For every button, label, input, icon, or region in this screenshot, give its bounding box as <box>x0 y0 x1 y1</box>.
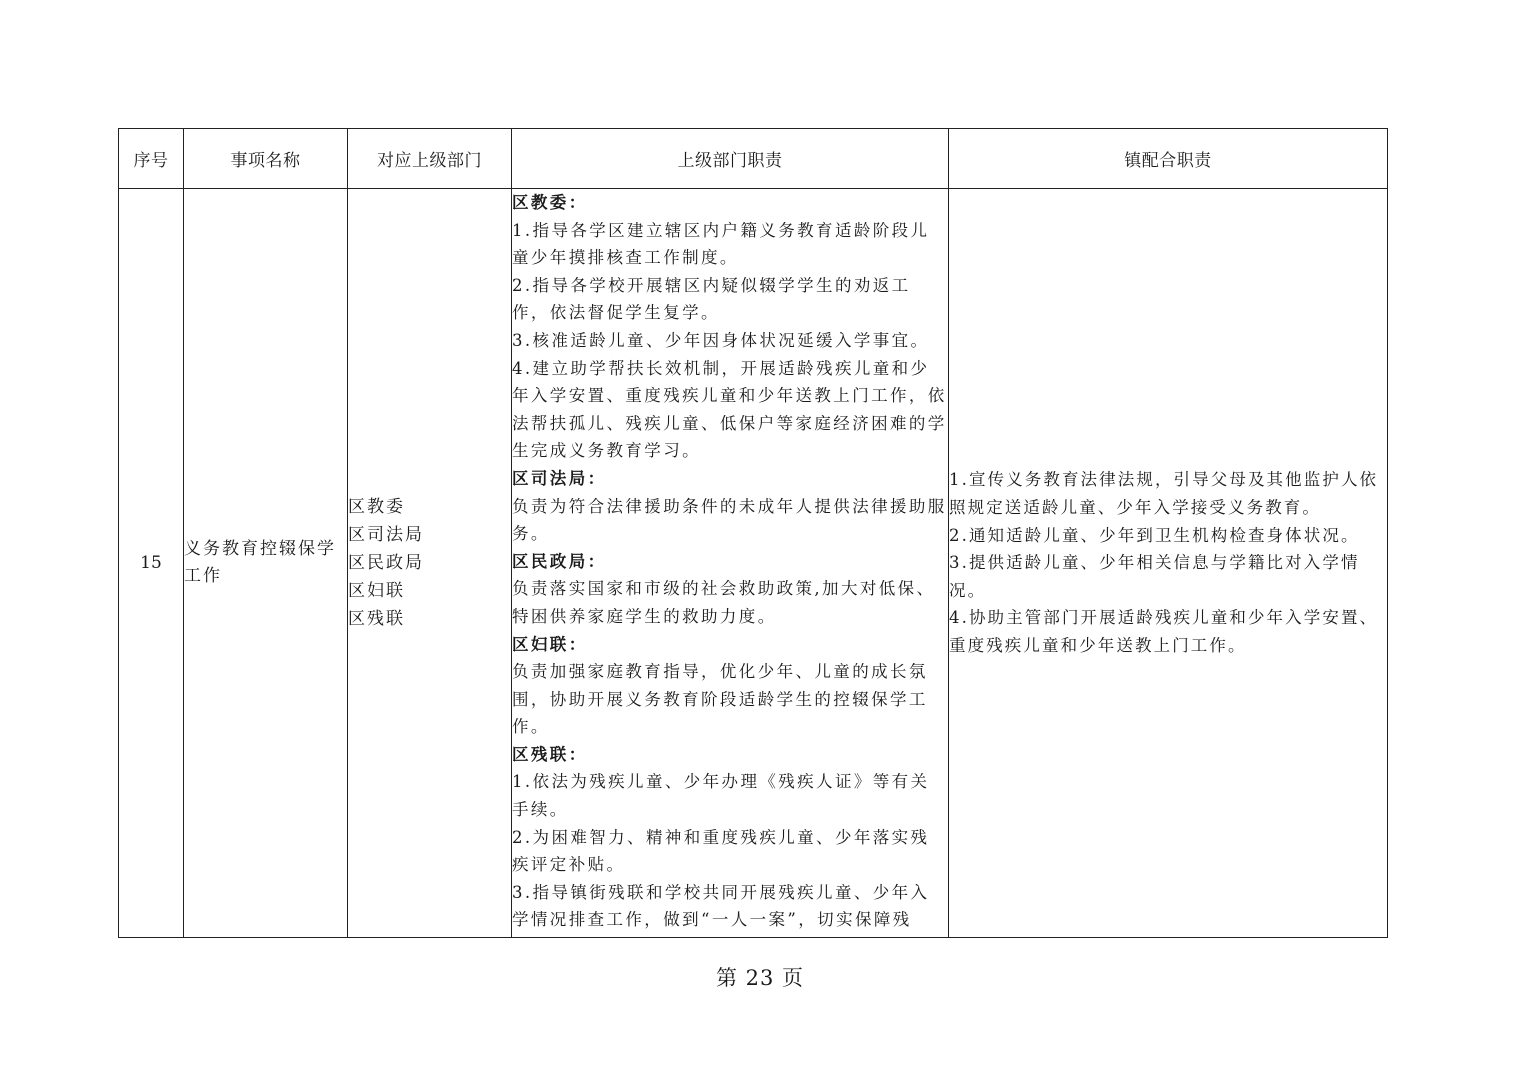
dept-womens-federation: 区妇联 <box>348 581 405 601</box>
duty-item: 4.建立助学帮扶长效机制，开展适龄残疾儿童和少年入学安置、重度残疾儿童和少年送教上门工作，依法帮扶孤儿、残疾儿童、低保户等家庭经济困难的学生完成义务教育学习。 <box>512 358 947 461</box>
duty-section-head: 区妇联： <box>512 634 588 654</box>
duty-section-head: 区教委： <box>512 193 588 212</box>
dept-disabled-federation: 区残联 <box>348 609 405 629</box>
duty-item: 3.核准适龄儿童、少年因身体状况延缓入学事宜。 <box>512 330 930 350</box>
header-item-name: 事项名称 <box>184 129 348 189</box>
dept-civil-affairs: 区民政局 <box>348 553 424 573</box>
row-town-duties <box>949 189 1388 938</box>
row-seq: 15 <box>119 189 184 938</box>
header-superior-duties: 上级部门职责 <box>512 129 949 189</box>
header-town-duties: 镇配合职责 <box>949 129 1388 189</box>
duty-item: 1.指导各学区建立辖区内户籍义务教育适龄阶段儿童少年摸排核查工作制度。 <box>512 220 930 268</box>
header-superior-dept: 对应上级部门 <box>348 129 512 189</box>
town-duty-item: 2.通知适龄儿童、少年到卫生机构检查身体状况。 <box>949 525 1360 545</box>
dept-justice: 区司法局 <box>348 525 424 545</box>
row-item-name: 义务教育控辍保学工作 <box>184 189 348 938</box>
town-duty-item: 4.协助主管部门开展适龄残疾儿童和少年入学安置、重度残疾儿童和少年送教上门工作。 <box>949 608 1379 655</box>
duty-section-head: 区残联： <box>512 744 588 764</box>
duty-item: 负责为符合法律援助条件的未成年人提供法律援助服务。 <box>512 496 947 544</box>
duty-item: 负责落实国家和市级的社会救助政策,加大对低保、特困供养家庭学生的救助力度。 <box>512 579 936 626</box>
table-row <box>119 189 1388 938</box>
duty-item: 负责加强家庭教育指导，优化少年、儿童的成长氛围，协助开展义务教育阶段适龄学生的控辍保学工作。 <box>512 662 928 737</box>
header-seq: 序号 <box>119 129 184 189</box>
duty-section-head: 区司法局： <box>512 468 607 488</box>
duty-table <box>118 128 1388 938</box>
superior-duties-content <box>512 189 948 934</box>
row-superior-duties <box>512 189 949 938</box>
town-duty-item: 3.提供适龄儿童、少年相关信息与学籍比对入学情况。 <box>949 553 1360 600</box>
duty-item: 1.依法为残疾儿童、少年办理《残疾人证》等有关手续。 <box>512 772 930 820</box>
duty-item: 2.为困难智力、精神和重度残疾儿童、少年落实残疾评定补贴。 <box>512 827 930 875</box>
table-header-row <box>119 129 1388 189</box>
page-number: 第 23 页 <box>715 966 805 990</box>
dept-education: 区教委 <box>348 497 405 517</box>
duty-item: 2.指导各学校开展辖区内疑似辍学学生的劝返工作，依法督促学生复学。 <box>512 275 911 323</box>
duty-section-head: 区民政局： <box>512 551 607 571</box>
row-departments <box>348 189 512 938</box>
town-duty-item: 1.宣传义务教育法律法规，引导父母及其他监护人依照规定送适龄儿童、少年入学接受义务教育。 <box>949 470 1379 518</box>
duty-item: 3.指导镇街残联和学校共同开展残疾儿童、少年入学情况排查工作，做到“一人一案”，切实保障残 <box>512 882 930 930</box>
